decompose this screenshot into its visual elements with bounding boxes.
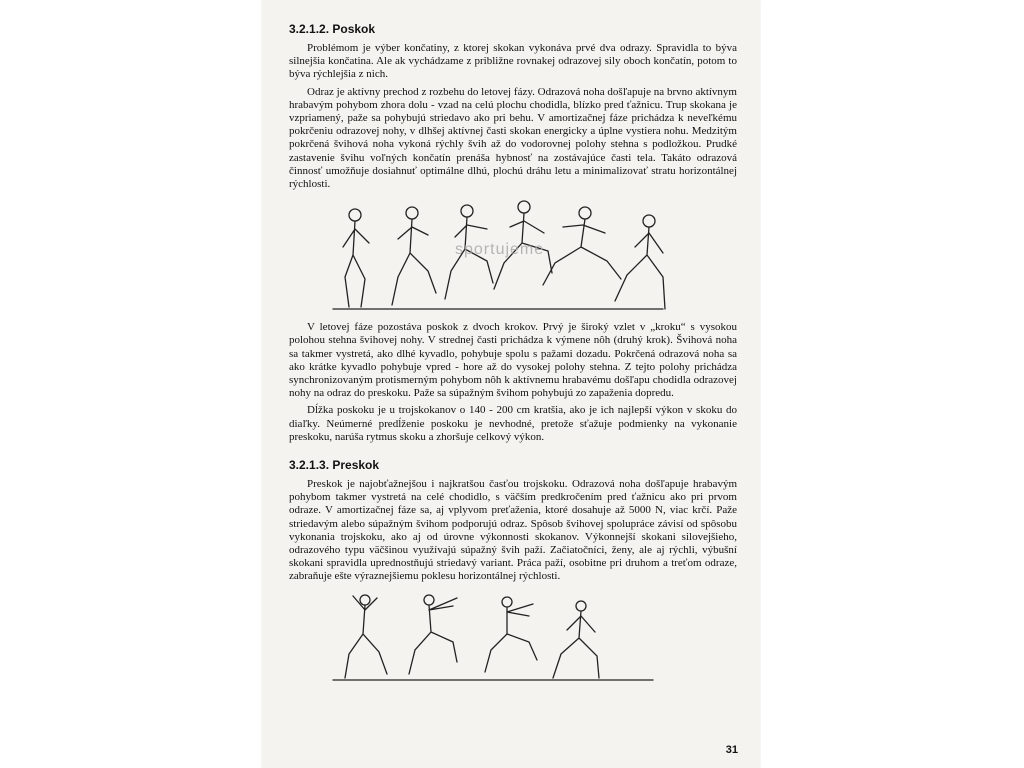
paragraph: V letovej fáze pozostáva poskok z dvoch krokov. Prvý je široký vzlet v „kroku“ s vysokou polohou stehna švihovej nohy. V strednej časti prichádza k výmene nôh (druhý krok). Švihová noha sa takmer vystretá, ako dlhé kyvadlo, pohybuje spolu s pažami dozadu. Pokrčená odrazová noha sa ako krátke kyvadlo pohybuje vpred - hore až do vysokej polohy stehna. Z tejto polohy prichádza synchronizovaným protismerným pohybom nôh k aktívnemu hrabavému došľapu chodidla odrazovej nohy na odraz do preskoku. Paže sa súpažným švihom pohybujú zo zapaženia dopredu. [289,321,737,400]
section-heading-preskok: 3.2.1.3. Preskok [289,458,380,473]
paragraph: Dĺžka poskoku je u trojskokanov o 140 - 200 cm kratšia, ako je ich najlepší výkon v skoku do diaľky. Neúmerné predĺženie poskoku je nevhodné, pretože sťažuje podmienky na vykonanie preskoku, narúša rytmus skoku a zhoršuje celkový výkon. [289,404,737,443]
figure-poskok-wrap [289,197,737,315]
athlete-figure [409,595,457,674]
athlete-figure [615,215,665,309]
paragraph: Odraz je aktívny prechod z rozbehu do letovej fázy. Odrazová noha došľapuje na brvno aktívnym hrabavým pohybom zhora dolu - vzad na celú plochu chodidla, blízko pred ťažnicu. Trup skokana je vzpriamený, paže sa pohybujú striedavo ako pri behu. V amortizačnej fáze prichádza k nevеľkému pokrčeniu odrazovej nohy, v dlhšej aktívnej časti skokan energicky a úplne vystiera nohu. Medzitým pokrčená švihová noha vykoná rýchly švih až do vodorovnej polohy stehna s podložkou. Prudké zastavenie švihu voľných končatín prenáša hybnosť na zostávajúce časti tela. Takáto odrazová činnosť umožňuje dosiahnuť optimálne dlhú, plochú dráhu letu a minimalizovať stratu horizontálnej rýchlosti. [289,85,737,191]
paragraph: Problémom je výber končatiny, z ktorej skokan vykonáva prvé dva odrazy. Spravidla to býva silnejšia končatina. Ale ak vychádzame z približne rovnakej odrazovej sily oboch končatín, potom to býva rýchlejšia z nich. [289,42,737,81]
book-page [262,0,760,768]
athlete-figure [543,207,621,285]
page-content [289,16,737,692]
athlete-figure [485,597,537,672]
athlete-figure [343,209,369,307]
page-number: 31 [725,744,738,756]
paragraph: Preskok je najobťažnejšou i najkratšou časťou trojskoku. Odrazová noha došľapuje hrabavým pohybom takmer vystretá na celé chodidlo, s väčším predkročením pred ťažnicu ako pri prvom odraze. V amortizačnej fáze sa, aj vplyvom preťaženia, ktoré dosahuje až 5000 N, viac krčí. Paže striedavým alebo súpažným švihom podporujú odraz. Spôsob švihovej spolupráce závisí od spôsobu vykonania trojskoku, ako aj od úrovne výkonnosti skokanov. Výkonnejší skokani silovejšieho, odrazového typu väčšinou využívajú súpažný švih paží. Začiatočníci, ženy, ale aj rýchli, výbušní skokani spravidla uprednostňujú striedavý variant. Práca paží, osobitne pri druhom a treťom odraze, zabraňuje ešte výraznejšiemu poklesu horizontálnej rýchlosti. [289,478,737,583]
preskok-illustration [323,590,703,686]
athlete-figure [345,595,387,678]
athlete-figure [553,601,599,678]
section-heading-poskok: 3.2.1.2. Poskok [289,22,376,36]
athlete-figure [392,207,436,305]
watermark-logo: sportujeme [455,241,545,259]
